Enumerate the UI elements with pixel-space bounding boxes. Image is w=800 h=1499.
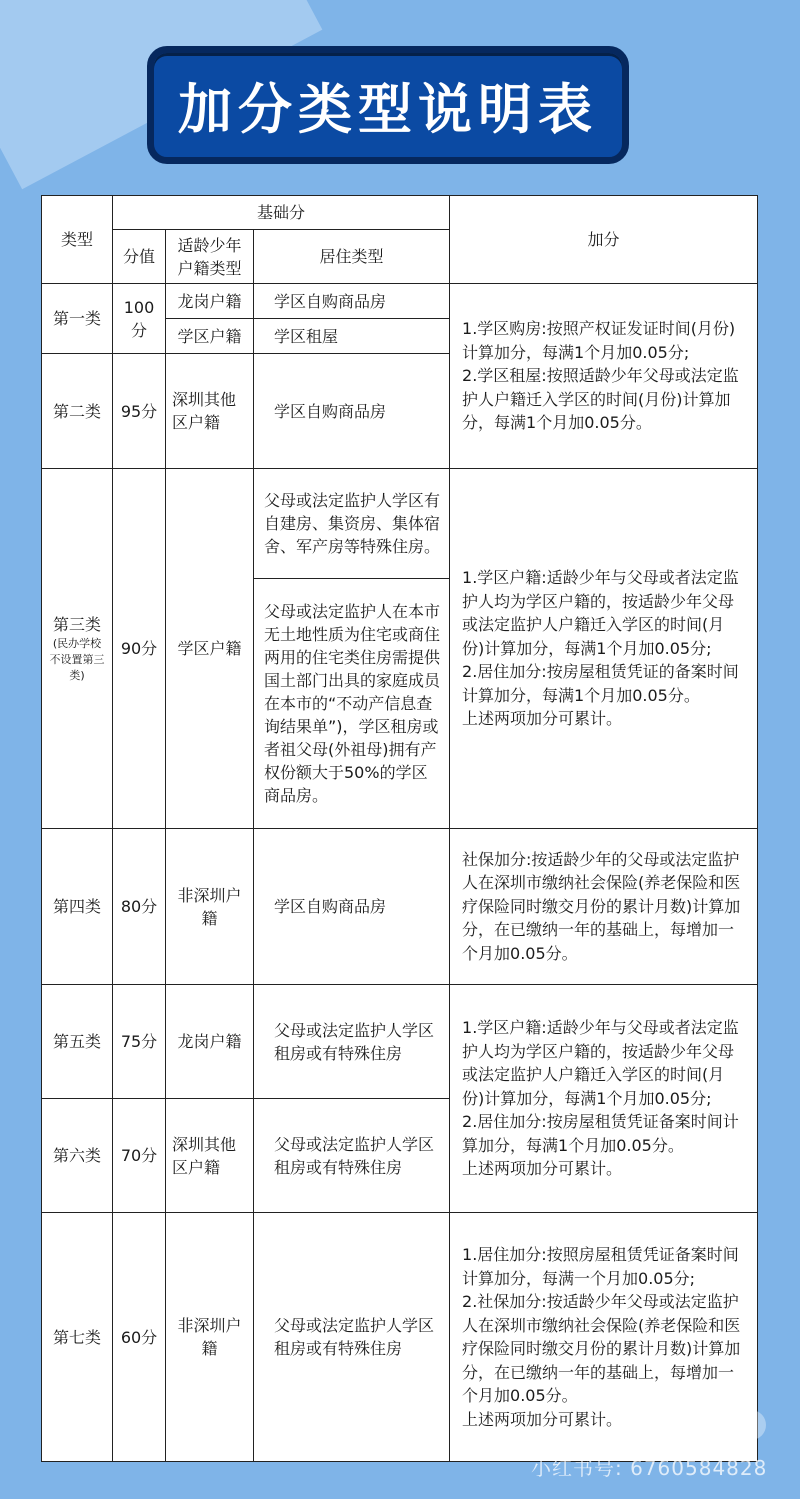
page-title: 加分类型说明表 <box>178 77 598 141</box>
header-score: 分值 <box>113 230 166 284</box>
row2-hukou: 深圳其他区户籍 <box>166 354 254 469</box>
row7-score: 60分 <box>113 1213 166 1462</box>
row4-hukou: 非深圳户籍 <box>166 829 254 985</box>
row4-score: 80分 <box>113 829 166 985</box>
row3-note: (民办学校不设置第三类) <box>49 637 105 682</box>
row5-type: 第五类 <box>42 985 113 1099</box>
row2-score: 95分 <box>113 354 166 469</box>
row1-housing-a: 学区自购商品房 <box>254 284 450 319</box>
row6-housing: 父母或法定监护人学区租房或有特殊住房 <box>254 1099 450 1213</box>
row3-score: 90分 <box>113 469 166 829</box>
watermark-text: 小红书号: 6760584828 <box>531 1456 768 1480</box>
row1-housing-b: 学区租屋 <box>254 319 450 354</box>
title-banner <box>147 46 629 164</box>
bonus-group-3: 1.学区户籍:适龄少年与父母或者法定监护人均为学区户籍的，按适龄少年父母或法定监护人户籍迁入学区的时间(月份)计算加分，每满1个月加0.05分; 2.居住加分:按房屋租赁凭证的备案时间计算加分，每满1个月加0.05分。 上述两项加分可累计。 <box>450 469 758 829</box>
row6-type: 第六类 <box>42 1099 113 1213</box>
header-base: 基础分 <box>113 196 450 230</box>
header-housing: 居住类型 <box>254 230 450 284</box>
row5-hukou: 龙岗户籍 <box>166 985 254 1099</box>
bonus-type-table <box>41 195 757 1461</box>
watermark-badge: 小红书 <box>706 1410 766 1440</box>
header-bonus: 加分 <box>450 196 758 284</box>
row1-score: 100分 <box>113 284 166 354</box>
bonus-group-1-2: 1.学区购房:按照产权证发证时间(月份)计算加分，每满1个月加0.05分; 2.学区租屋:按照适龄少年父母或法定监护人户籍迁入学区的时间(月份)计算加分，每满1个月加0.05分。 <box>450 284 758 469</box>
row5-housing: 父母或法定监护人学区租房或有特殊住房 <box>254 985 450 1099</box>
row1-type: 第一类 <box>42 284 113 354</box>
header-type: 类型 <box>42 196 113 284</box>
row7-type: 第七类 <box>42 1213 113 1462</box>
row1-hukou-b: 学区户籍 <box>166 319 254 354</box>
bonus-group-7: 1.居住加分:按照房屋租赁凭证备案时间计算加分，每满一个月加0.05分; 2.社保加分:按适龄少年父母或法定监护人在深圳市缴纳社会保险(养老保险和医疗保险同时缴交月份的累计月数)计算加分，在已缴纳一年的基础上，每增加一个月加0.05分。 上述两项加分可累计。 <box>450 1213 758 1462</box>
row4-housing: 学区自购商品房 <box>254 829 450 985</box>
row4-type: 第四类 <box>42 829 113 985</box>
bonus-group-4: 社保加分:按适龄少年的父母或法定监护人在深圳市缴纳社会保险(养老保险和医疗保险同时缴交月份的累计月数)计算加分，在已缴纳一年的基础上，每增加一个月加0.05分。 <box>450 829 758 985</box>
row7-hukou: 非深圳户籍 <box>166 1213 254 1462</box>
row6-score: 70分 <box>113 1099 166 1213</box>
row3-type: 第三类 <box>52 615 101 634</box>
row6-hukou: 深圳其他区户籍 <box>166 1099 254 1213</box>
row3-housing-b: 父母或法定监护人在本市无土地性质为住宅或商住两用的住宅类住房需提供国土部门出具的家庭成员在本市的“不动产信息查询结果单”)，学区租房或者祖父母(外祖母)拥有产权份额大于50%的学区商品房。 <box>254 579 450 829</box>
row2-type: 第二类 <box>42 354 113 469</box>
row7-housing: 父母或法定监护人学区租房或有特殊住房 <box>254 1213 450 1462</box>
row3-housing-a: 父母或法定监护人学区有自建房、集资房、集体宿舍、军产房等特殊住房。 <box>254 469 450 579</box>
header-hukou: 适龄少年户籍类型 <box>166 230 254 284</box>
bonus-group-5-6: 1.学区户籍:适龄少年与父母或者法定监护人均为学区户籍的，按适龄少年父母或法定监护人户籍迁入学区的时间(月份)计算加分，每满1个月加0.05分; 2.居住加分:按房屋租赁凭证备案时间计算加分，每满1个月加0.05分。 上述两项加分可累计。 <box>450 985 758 1213</box>
row3-hukou: 学区户籍 <box>166 469 254 829</box>
row2-housing: 学区自购商品房 <box>254 354 450 469</box>
row5-score: 75分 <box>113 985 166 1099</box>
row3-type-cell <box>42 469 113 829</box>
row1-hukou-a: 龙岗户籍 <box>166 284 254 319</box>
